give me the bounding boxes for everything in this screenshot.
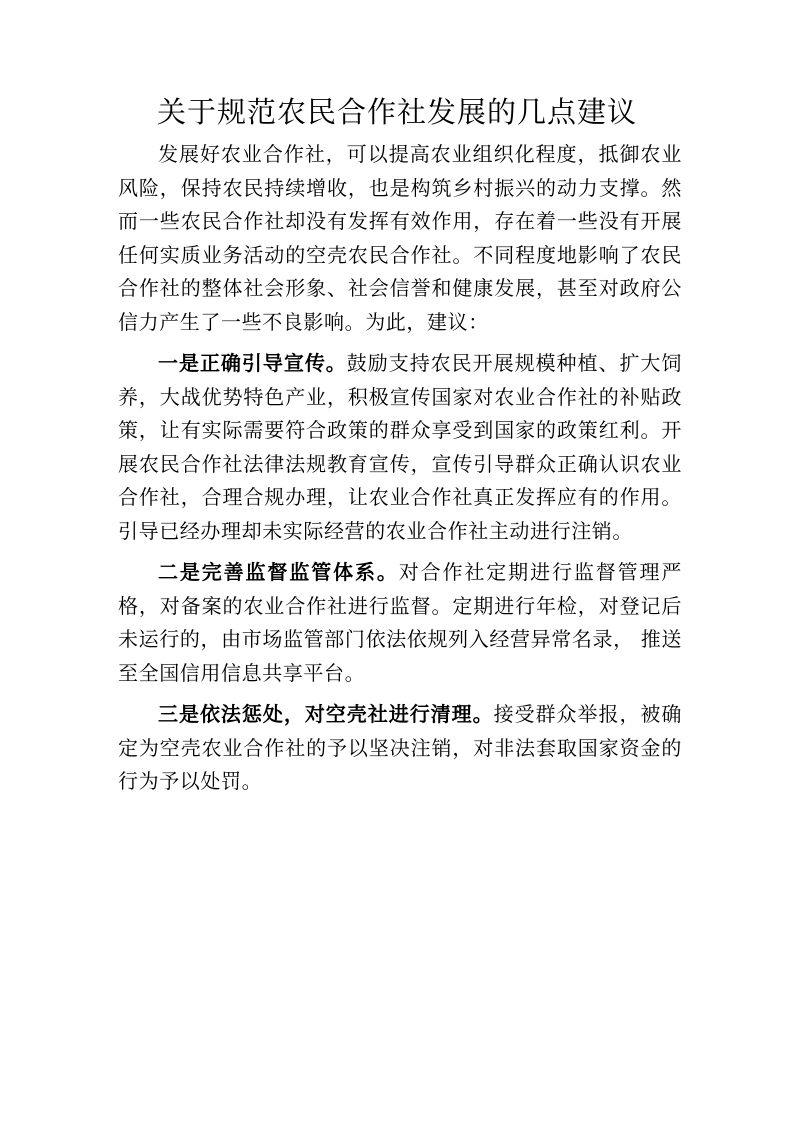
suggestion-text-1: 鼓励支持农民开展规模种植、扩大饲养，大战优势特色产业，积极宣传国家对农业合作社的补贴政策，让有实际需要符合政策的群众享受到国家的政策红利。开展农民合作社法律法规教育宣传，宣传引导群众正确认识农业合作社，合理合规办理，让农业合作社真正发挥应有的作用。引导已经办理却未实际经营的农业合作社主动进行注销。	[118, 351, 682, 543]
document-title: 关于规范农民合作社发展的几点建议	[156, 95, 637, 129]
intro-paragraph: 发展好农业合作社，可以提高农业组织化程度，抵御农业风险，保持农民持续增收，也是构筑乡村振兴的动力支撑。然而一些农民合作社却没有发挥有效作用，存在着一些没有开展任何实质业务活动的空壳农民合作社。不同程度地影响了农民合作社的整体社会形象、社会信誉和健康发展，甚至对政府公信力产生了一些不良影响。为此，建议：	[118, 142, 682, 334]
suggestion-paragraph-1	[118, 347, 682, 548]
suggestion-text-3: 接受群众举报，被确定为空壳农业合作社的予以坚决注销，对非法套取国家资金的行为予以处罚。	[118, 702, 682, 793]
suggestion-heading-1: 一是正确引导宣传。	[158, 351, 347, 375]
suggestion-heading-3: 三是依法惩处，对空壳社进行清理。	[158, 702, 494, 726]
suggestion-paragraph-3	[118, 698, 682, 799]
suggestion-heading-2: 二是完善监督监管体系。	[158, 560, 399, 584]
document-body	[118, 138, 682, 799]
suggestion-paragraph-2	[118, 556, 682, 690]
suggestion-text-2: 对合作社定期进行监督管理严格，对备案的农业合作社进行监督。定期进行年检，对登记后未运行的，由市场监管部门依法依规列入经营异常名录， 推送至全国信用信息共享平台。	[118, 560, 682, 685]
